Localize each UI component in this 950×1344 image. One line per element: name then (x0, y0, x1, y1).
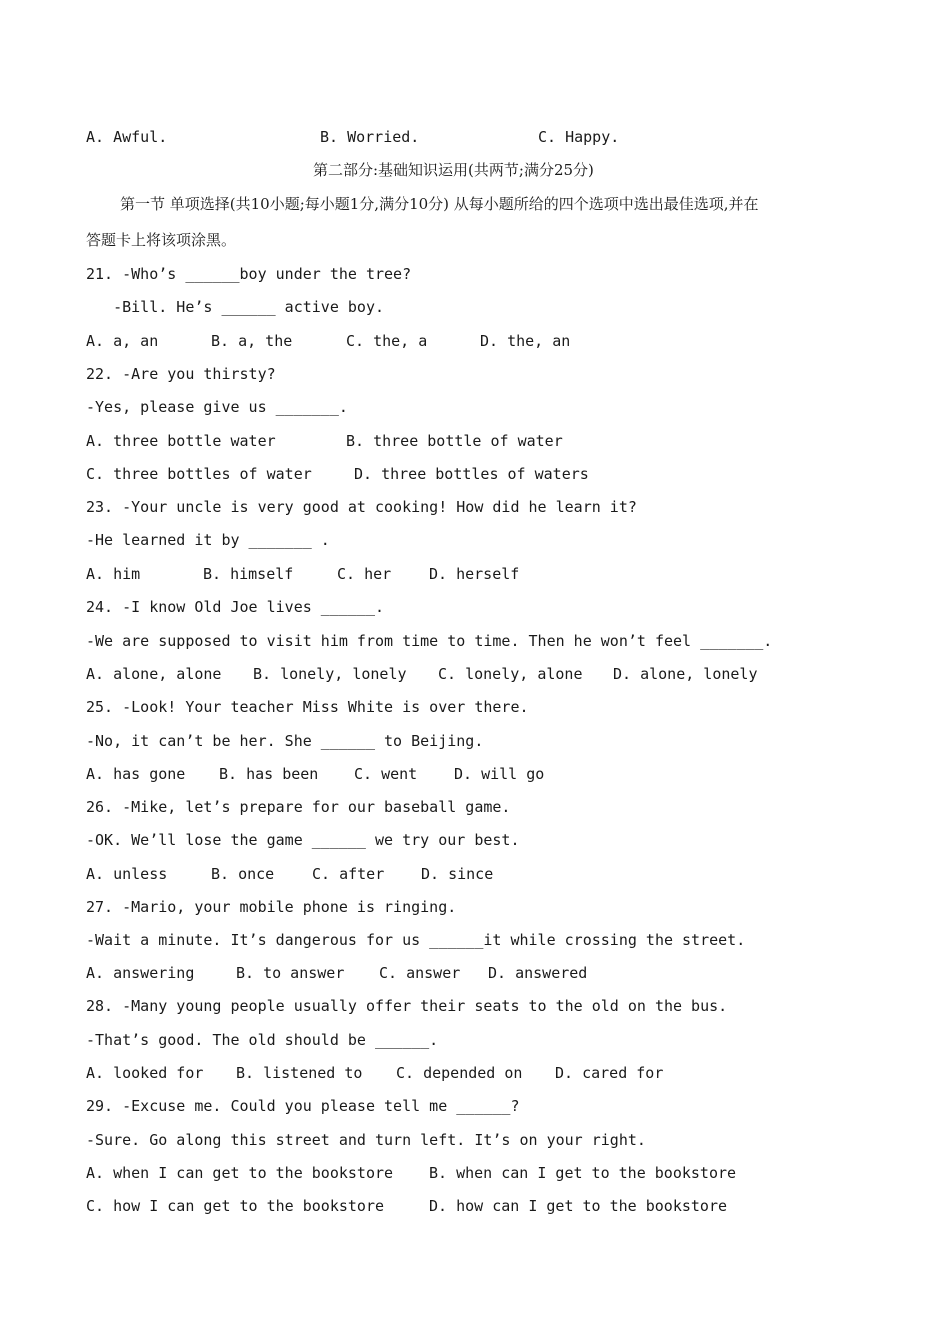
option-c: C. three bottles of water (86, 465, 312, 483)
question-28-stem: 28. -Many young people usually offer their seats to the old on the bus. (86, 997, 728, 1015)
option-c: C. after (312, 865, 385, 883)
option-d: D. answered (488, 964, 588, 982)
option-c: C. her (337, 565, 392, 583)
question-28-reply: -That’s good. The old should be ______. (86, 1031, 439, 1049)
option-b: B. when can I get to the bookstore (429, 1164, 737, 1182)
section1-intro-line1: 第一节 单项选择(共10小题;每小题1分,满分10分) 从每小题所给的四个选项中选出最佳选项,并在 (120, 195, 759, 213)
question-26-stem: 26. -Mike, let’s prepare for our baseball game. (86, 798, 511, 816)
option-d: D. cared for (555, 1064, 664, 1082)
option-b: B. three bottle of water (346, 432, 563, 450)
option-a: A. a, an (86, 332, 159, 350)
option-c: C. how I can get to the bookstore (86, 1197, 385, 1215)
question-25-reply: -No, it can’t be her. She ______ to Beijing. (86, 732, 484, 750)
question-22-reply: -Yes, please give us _______. (86, 398, 348, 416)
option-b: B. listened to (236, 1064, 363, 1082)
option-a: A. answering (86, 964, 195, 982)
question-24-stem: 24. -I know Old Joe lives ______. (86, 598, 385, 616)
option-b: B. to answer (236, 964, 345, 982)
option-a: A. Awful. (86, 128, 168, 146)
option-d: D. three bottles of waters (354, 465, 589, 483)
question-21-stem: 21. -Who’s ______boy under the tree? (86, 265, 412, 283)
question-23-reply: -He learned it by _______ . (86, 531, 330, 549)
option-c: C. the, a (346, 332, 428, 350)
question-26-reply: -OK. We’ll lose the game ______ we try our best. (86, 831, 520, 849)
option-a: A. looked for (86, 1064, 204, 1082)
question-23-stem: 23. -Your uncle is very good at cooking! How did he learn it? (86, 498, 637, 516)
question-29-stem: 29. -Excuse me. Could you please tell me ______? (86, 1097, 520, 1115)
option-a: A. when I can get to the bookstore (86, 1164, 394, 1182)
option-a: A. unless (86, 865, 168, 883)
option-b: B. once (211, 865, 275, 883)
option-b: B. has been (219, 765, 319, 783)
option-c: C. depended on (396, 1064, 523, 1082)
part2-title: 第二部分:基础知识运用(共两节;满分25分) (313, 161, 594, 179)
option-d: D. since (421, 865, 494, 883)
section1-intro-line2: 答题卡上将该项涂黑。 (86, 231, 237, 249)
option-b: B. Worried. (320, 128, 420, 146)
question-25-stem: 25. -Look! Your teacher Miss White is over there. (86, 698, 529, 716)
option-c: C. lonely, alone (438, 665, 583, 683)
question-27-reply: -Wait a minute. It’s dangerous for us ______it while crossing the street. (86, 931, 746, 949)
option-c: C. Happy. (538, 128, 620, 146)
option-a: A. him (86, 565, 141, 583)
question-22-stem: 22. -Are you thirsty? (86, 365, 276, 383)
option-d: D. alone, lonely (613, 665, 758, 683)
option-b: B. a, the (211, 332, 293, 350)
question-27-stem: 27. -Mario, your mobile phone is ringing. (86, 898, 457, 916)
option-c: C. answer (379, 964, 461, 982)
option-d: D. will go (454, 765, 545, 783)
option-a: A. three bottle water (86, 432, 276, 450)
option-b: B. lonely, lonely (253, 665, 407, 683)
option-d: D. how can I get to the bookstore (429, 1197, 728, 1215)
option-d: D. the, an (480, 332, 571, 350)
option-c: C. went (354, 765, 418, 783)
question-29-reply: -Sure. Go along this street and turn left. It’s on your right. (86, 1131, 646, 1149)
option-a: A. alone, alone (86, 665, 222, 683)
question-24-reply: -We are supposed to visit him from time to time. Then he won’t feel _______. (86, 632, 773, 650)
option-a: A. has gone (86, 765, 186, 783)
option-d: D. herself (429, 565, 520, 583)
question-21-reply: -Bill. He’s ______ active boy. (86, 298, 385, 316)
option-b: B. himself (203, 565, 294, 583)
